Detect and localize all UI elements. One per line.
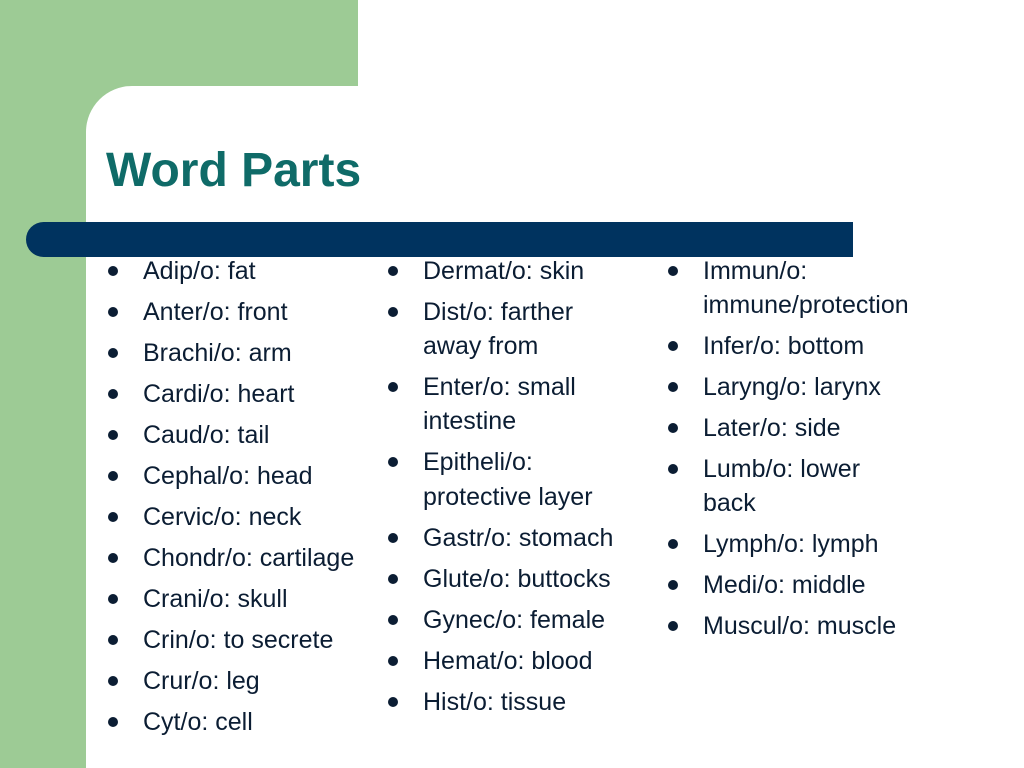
list-item-text: Brachi/o: arm [143, 339, 292, 367]
list-item [106, 541, 386, 575]
list-item-text: Gynec/o: female [423, 605, 606, 634]
bullet-icon [668, 621, 678, 631]
list-item-text: Crani/o: skull [143, 585, 288, 613]
white-top-area [358, 0, 1024, 90]
bullet-icon [108, 389, 118, 399]
list-item-text: Cephal/o: head [143, 462, 313, 490]
list-item-text: Immun/o: immune/protection [703, 257, 909, 320]
list-item [386, 521, 656, 555]
list-item [106, 459, 386, 493]
bullet-icon [108, 266, 118, 276]
list-item-text: Dermat/o: skin [423, 257, 585, 285]
list-item [386, 644, 656, 678]
list-item [666, 370, 966, 404]
list-item-text: Dist/o: farther away from [423, 298, 574, 361]
list-item [666, 329, 966, 363]
list-item [386, 685, 656, 719]
list-item-text: Caud/o: tail [143, 421, 270, 449]
list-item [106, 623, 386, 657]
bullet-icon [668, 580, 678, 590]
list-item [106, 418, 386, 452]
bullet-icon [108, 307, 118, 317]
list-item-text: Chondr/o: cartilage [143, 544, 355, 572]
list-item-text: Cardi/o: heart [143, 380, 295, 408]
list-item-text: Hemat/o: blood [423, 646, 593, 675]
bullet-icon [388, 382, 398, 392]
bullet-icon [668, 341, 678, 351]
list-item-text: Medi/o: middle [703, 571, 866, 600]
list-item [106, 254, 386, 288]
bullet-icon [668, 266, 678, 276]
list-item-text: Cyt/o: cell [143, 708, 253, 736]
bullet-icon [668, 423, 678, 433]
bullet-icon [108, 348, 118, 358]
bullet-icon [108, 430, 118, 440]
list-item-text: Lumb/o: lower back [703, 455, 861, 518]
list-item-text: Enter/o: small intestine [423, 373, 576, 436]
list-item [386, 445, 656, 513]
bullet-icon [108, 594, 118, 604]
bullet-icon [108, 512, 118, 522]
bullet-icon [108, 676, 118, 686]
word-parts-column-3 [666, 254, 966, 644]
bullet-icon [108, 635, 118, 645]
slide-title: Word Parts [106, 144, 362, 197]
bullet-icon [388, 307, 398, 317]
list-item-text: Adip/o: fat [143, 257, 256, 285]
list-item [106, 664, 386, 698]
list-item [106, 336, 386, 370]
list-item [666, 568, 966, 602]
bullet-icon [388, 457, 398, 467]
list-item [106, 582, 386, 616]
list-item-text: Muscul/o: muscle [703, 612, 897, 641]
word-parts-column-2 [386, 254, 656, 719]
bullet-icon [388, 656, 398, 666]
list-item [666, 527, 966, 561]
list-item-text: Infer/o: bottom [703, 332, 865, 361]
list-item [666, 452, 966, 520]
bullet-icon [388, 533, 398, 543]
list-item-text: Epitheli/o: protective layer [423, 448, 593, 511]
word-parts-column-1 [106, 254, 386, 739]
list-item-text: Crin/o: to secrete [143, 626, 334, 654]
list-item-text: Cervic/o: neck [143, 503, 302, 531]
bullet-icon [388, 615, 398, 625]
list-item [386, 295, 656, 363]
list-item-text: Later/o: side [703, 414, 841, 443]
title-divider-bar [26, 222, 853, 257]
bullet-icon [388, 697, 398, 707]
list-item-text: Lymph/o: lymph [703, 530, 879, 559]
bullet-icon [668, 382, 678, 392]
bullet-icon [108, 471, 118, 481]
list-item [386, 254, 656, 288]
bullet-icon [668, 539, 678, 549]
list-item-text: Gastr/o: stomach [423, 523, 614, 552]
list-item-text: Anter/o: front [143, 298, 288, 326]
list-item-text: Glute/o: buttocks [423, 564, 611, 593]
list-item [106, 377, 386, 411]
list-item-text: Crur/o: leg [143, 667, 260, 695]
list-item [386, 370, 656, 438]
list-item [106, 705, 386, 739]
list-item [666, 254, 966, 322]
list-item [666, 609, 966, 643]
bullet-icon [388, 574, 398, 584]
list-item [106, 500, 386, 534]
list-item [386, 603, 656, 637]
list-item [386, 562, 656, 596]
list-item [666, 411, 966, 445]
list-item-text: Laryng/o: larynx [703, 373, 881, 402]
bullet-icon [108, 553, 118, 563]
list-item [106, 295, 386, 329]
bullet-icon [668, 464, 678, 474]
bullet-icon [388, 266, 398, 276]
bullet-icon [108, 717, 118, 727]
list-item-text: Hist/o: tissue [423, 687, 567, 716]
